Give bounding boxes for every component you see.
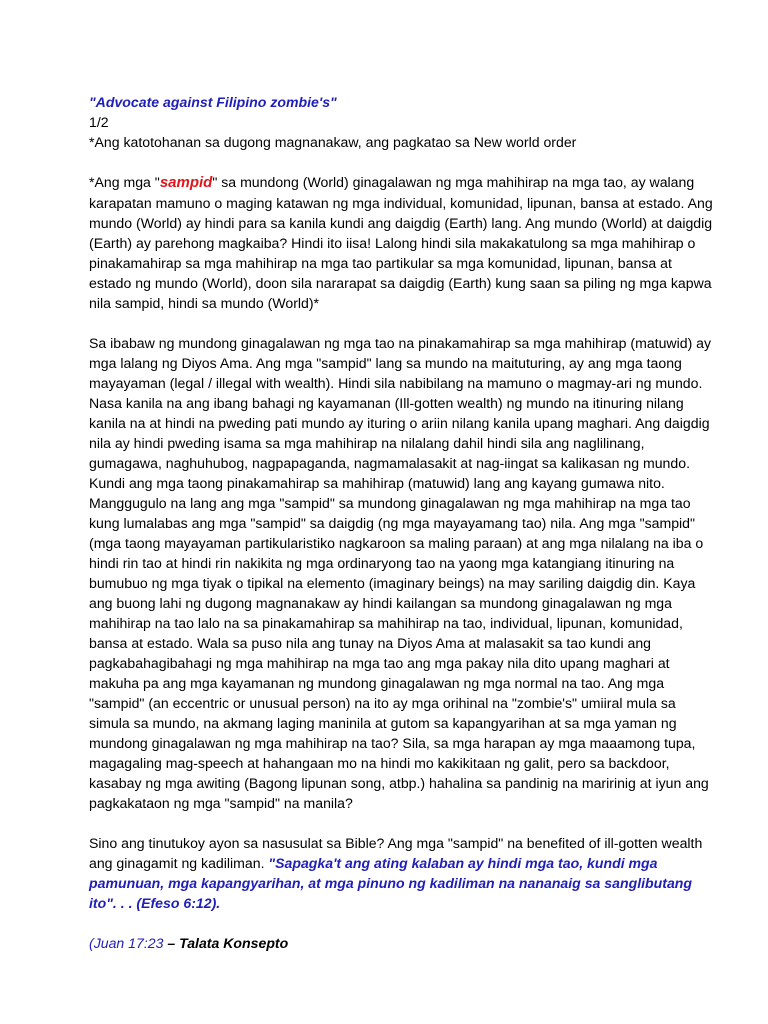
sampid-highlight: sampid: [159, 174, 213, 191]
paragraph-gap: [89, 913, 714, 933]
paragraph-2: Sa ibabaw ng mundong ginagalawan ng mga tao na pinakamahirap sa mga mahihirap (matuwid) ay mga lalang ng Diyos Ama. Ang mga "sampid" lang sa mundo na maituturing, ay ang mga taong mayayaman (legal / illegal with wealth). Hindi sila nabibilang na mamuno o magmay-ari ng mundo. Nasa kanila na ang ibang bahagi ng kayamanan (Ill-gotten wealth) ng mundo na itinuring nilang kanila na at hindi na pweding pati mundo ay ituring o ariin nilang kanila upang maghari. Ang daigdig nila ay hindi pweding isama sa mga mahihirap na nilalang dahil hindi sila ang naglilinang, gumagawa, naghuhubog, nagpapaganda, nagmamalasakit at nag-iingat sa kalikasan ng mundo. Kundi ang mga taong pinakamahirap sa mahihirap (matuwid) lang ang kayang gumawa nito. Manggugulo na lang ang mga "sampid" sa mundong ginagalawan ng mga mahihirap na mga tao kung lumalabas ang mga "sampid" sa daigdig (ng mga mayayamang tao) nila. Ang mga "sampid" (mga taong mayayaman partikularistiko nagkaroon sa maling paraan) at ang mga nilalang na iba o hindi rin tao at hindi rin nakikita ng mga ordinaryong tao na yaong mga katangiang itinuring na bumubuo ng mga tiyak o tipikal na elemento (imaginary beings) na may sariling daigdig din. Kaya ang buong lahi ng dugong magnanakaw ay hindi kailangan sa mundong ginagalawan ng mga mahihirap na tao lalo na sa pinakamahirap sa mahihirap na tao, individual, lipunan, komunidad, bansa at estado. Wala sa puso nila ang tunay na Diyos Ama at malasakit sa tao kundi ang pagkabahagibahagi ng mga mahihirap na mga tao ang mga pakay nila dito upang maghari at makuha pa ang mga kayamanan ng mundong ginagalawan ng mga normal na tao. Ang mga "sampid" (an eccentric or unusual person) na ito ay mga orihinal na "zombie's" umiiral mula sa simula sa mundo, na akmang laging maninila at gutom sa kapangyarihan at sa mga yaman ng mundong ginagalawan ng mga mahihirap na tao? Sila, sa mga harapan ay mga maaamong tupa, magagaling mag-speech at hahangaan mo na hindi mo kakikitaan ng galit, pero sa backdoor, kasabay ng mga awiting (Bagong lipunan song, atbp.) hahalina sa pandinig na maririnig at iyun ang pagkakataon ng mga "sampid" na manila?: [89, 335, 712, 811]
doc-title: "Advocate against Filipino zombie's": [89, 94, 337, 110]
p1-before: *Ang mga ": [89, 174, 160, 190]
bible-quote: "Sapagka't ang ating kalaban ay hindi mga tao, kundi mga pamunuan, mga kapangyarihan, at mga pinuno ng kadiliman na nananaig sa sanglibutang ito". . . (Efeso 6:12).: [89, 855, 692, 911]
ref-dash: –: [163, 935, 180, 951]
paragraph-gap: [89, 813, 714, 833]
paragraph-gap: [89, 313, 714, 333]
document-page: [89, 92, 714, 953]
doc-subtitle: *Ang katotohanan sa dugong magnanakaw, ang pagkatao sa New world order: [89, 134, 577, 150]
paragraph-3: [89, 833, 714, 913]
ref-open-paren: (: [89, 935, 94, 951]
p3-text: Sino ang tinutukoy ayon sa nasusulat sa Bible? Ang mga "sampid" na benefited of ill-gotten wealth ang ginagamit ng kadiliman.: [89, 835, 703, 871]
reference-line: [89, 933, 714, 953]
ref-label: Talata Konsepto: [179, 935, 289, 951]
paragraph-gap: [89, 152, 714, 172]
page-number: 1/2: [89, 114, 109, 130]
p1-after: " sa mundong (World) ginagalawan ng mga mahihirap na mga tao, ay walang karapatan mamuno o maging katawan ng mga individual, komunidad, lipunan, bansa at estado. Ang mundo (World) ay hindi para sa kanila kundi ang daigdig (Earth) lang. Ang mundo (World) at daigdig (Earth) ay parehong magkaiba? Hindi ito iisa! Lalong hindi sila makakatulong sa mga mahihirap o pinakamahirap sa mga mahihirap na mga tao partikular sa mga komunidad, lipunan, bansa at estado ng mundo (World), doon sila nararapat sa daigdig (Earth) kung saan sa piling ng mga kapwa nila sampid, hindi sa mundo (World)*: [89, 174, 713, 311]
ref-verse: Juan 17:23: [93, 935, 164, 951]
paragraph-1: [89, 172, 714, 313]
